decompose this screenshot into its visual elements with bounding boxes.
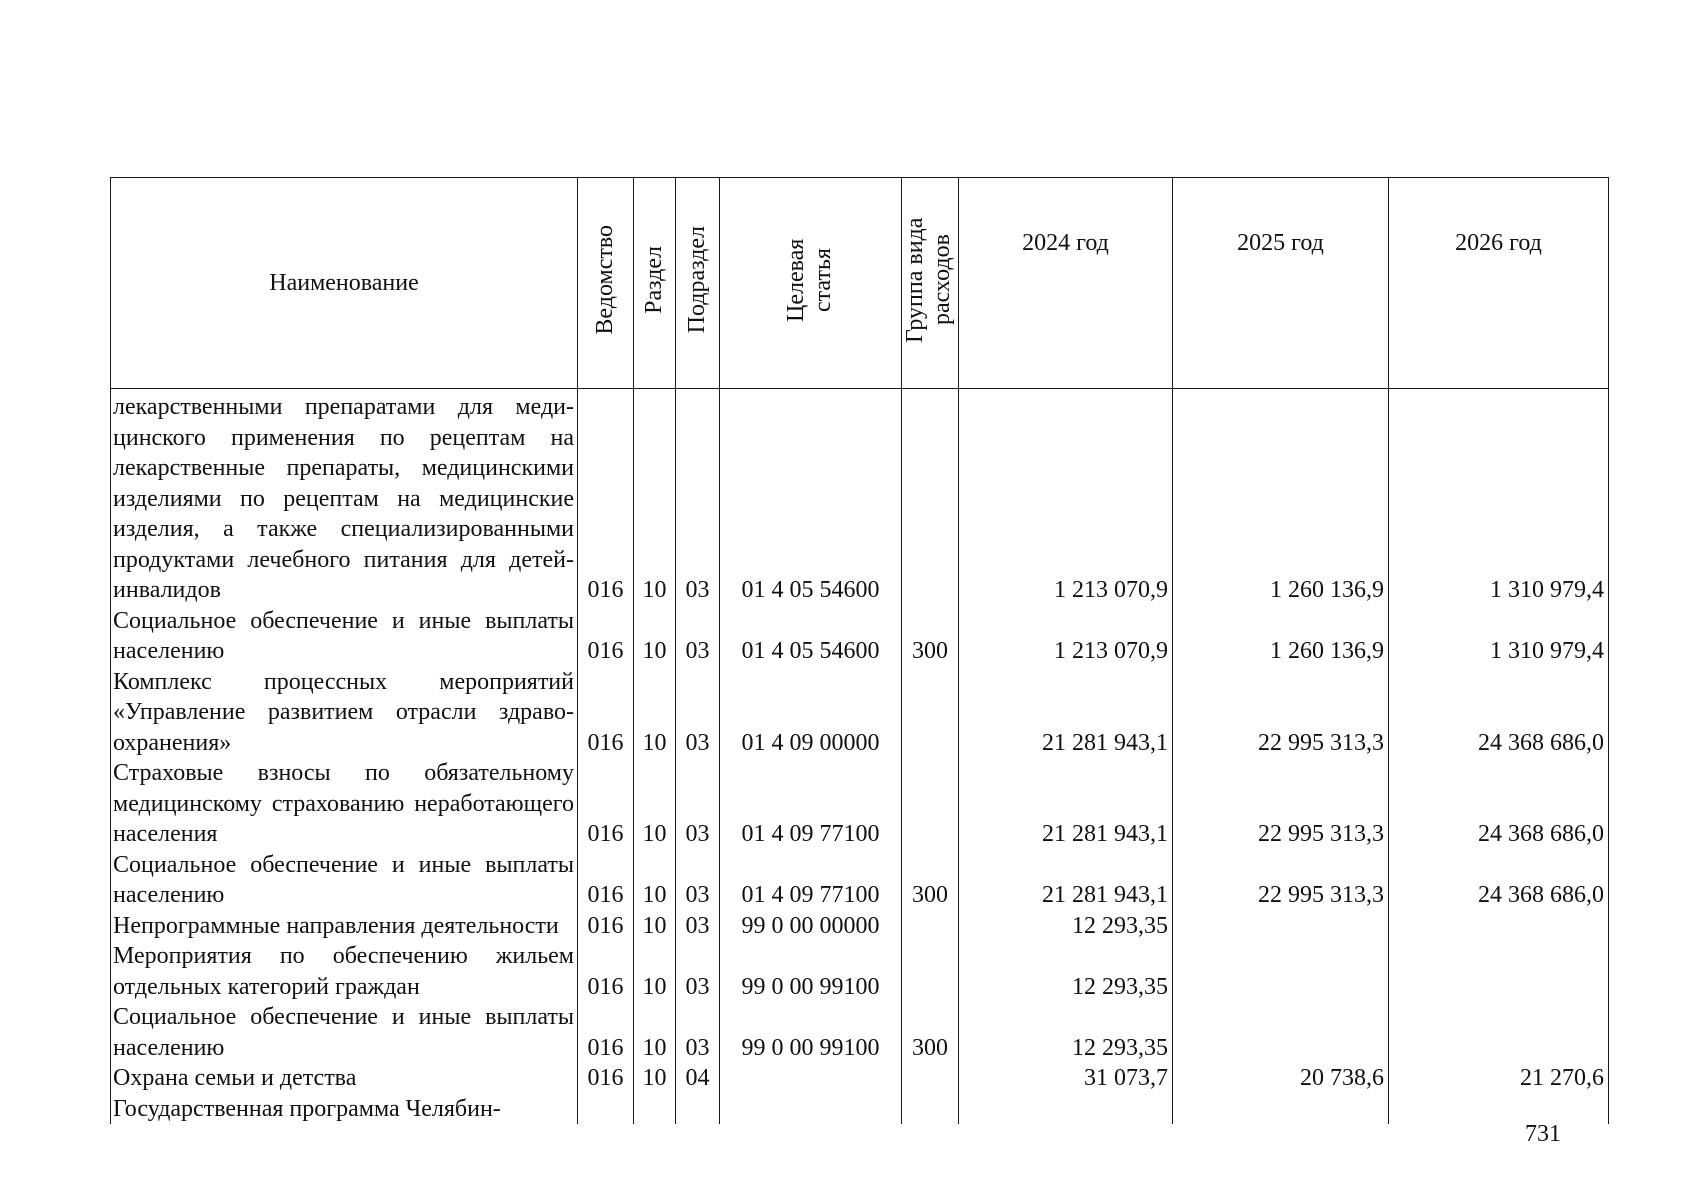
- table-row: [111, 606, 1609, 667]
- header-year-2026: 2026 год: [1389, 178, 1609, 389]
- cell-year-2024: 12 293,35: [959, 1002, 1173, 1063]
- table-row: [111, 1002, 1609, 1063]
- cell-target-article: 99 0 00 99100: [720, 1002, 902, 1063]
- cell-year-2025: 22 995 313,3: [1173, 758, 1389, 850]
- cell-subsection: 03: [676, 1002, 720, 1063]
- cell-year-2024: 21 281 943,1: [959, 758, 1173, 850]
- cell-year-2024: [959, 1094, 1173, 1125]
- header-subsection: Подраздел: [676, 178, 720, 389]
- header-section: Раздел: [634, 178, 676, 389]
- header-name: Наименование: [111, 178, 578, 389]
- cell-target-article: 99 0 00 99100: [720, 941, 902, 1002]
- cell-year-2025: [1173, 911, 1389, 942]
- cell-section: 10: [634, 389, 676, 606]
- cell-expense-group: [902, 941, 959, 1002]
- cell-section: 10: [634, 911, 676, 942]
- cell-department: 016: [578, 667, 634, 759]
- cell-name: Социальное обеспечение и иные выплаты населению: [111, 606, 578, 667]
- cell-subsection: 04: [676, 1063, 720, 1094]
- cell-year-2025: 22 995 313,3: [1173, 667, 1389, 759]
- cell-name: Страховые взносы по обязательному медицинскому страхованию неработающего населения: [111, 758, 578, 850]
- cell-expense-group: [902, 758, 959, 850]
- cell-year-2026: 1 310 979,4: [1389, 606, 1609, 667]
- header-department: Ведомство: [578, 178, 634, 389]
- cell-subsection: 03: [676, 606, 720, 667]
- cell-name: Социальное обеспечение и иные выплаты населению: [111, 1002, 578, 1063]
- cell-name: Государственная программа Челябин-: [111, 1094, 578, 1125]
- table-row: [111, 850, 1609, 911]
- cell-name: Охрана семьи и детства: [111, 1063, 578, 1094]
- cell-year-2026: 1 310 979,4: [1389, 389, 1609, 606]
- cell-department: 016: [578, 850, 634, 911]
- cell-target-article: 01 4 05 54600: [720, 606, 902, 667]
- cell-expense-group: 300: [902, 850, 959, 911]
- cell-subsection: 03: [676, 389, 720, 606]
- table-row: [111, 941, 1609, 1002]
- header-year-2025: 2025 год: [1173, 178, 1389, 389]
- cell-year-2024: 21 281 943,1: [959, 850, 1173, 911]
- cell-department: [578, 1094, 634, 1125]
- table-row: [111, 667, 1609, 759]
- cell-department: 016: [578, 941, 634, 1002]
- cell-section: 10: [634, 850, 676, 911]
- cell-year-2024: 21 281 943,1: [959, 667, 1173, 759]
- cell-expense-group: [902, 1063, 959, 1094]
- table-row: [111, 911, 1609, 942]
- cell-year-2025: 22 995 313,3: [1173, 850, 1389, 911]
- cell-year-2024: 1 213 070,9: [959, 389, 1173, 606]
- header-target-article: Целевая статья: [720, 178, 902, 389]
- cell-year-2026: [1389, 1002, 1609, 1063]
- cell-target-article: 01 4 09 77100: [720, 758, 902, 850]
- cell-year-2024: 1 213 070,9: [959, 606, 1173, 667]
- cell-section: [634, 1094, 676, 1125]
- cell-subsection: 03: [676, 758, 720, 850]
- table-row: [111, 758, 1609, 850]
- cell-year-2024: 12 293,35: [959, 941, 1173, 1002]
- cell-year-2025: 1 260 136,9: [1173, 606, 1389, 667]
- cell-department: 016: [578, 389, 634, 606]
- cell-department: 016: [578, 758, 634, 850]
- cell-name: Социальное обеспечение и иные выплаты населению: [111, 850, 578, 911]
- header-row: [111, 178, 1609, 389]
- cell-year-2025: [1173, 1094, 1389, 1125]
- table-row: [111, 1063, 1609, 1094]
- cell-year-2026: [1389, 911, 1609, 942]
- cell-year-2025: 20 738,6: [1173, 1063, 1389, 1094]
- budget-table: [110, 177, 1609, 1124]
- cell-section: 10: [634, 1002, 676, 1063]
- cell-department: 016: [578, 1063, 634, 1094]
- cell-subsection: 03: [676, 850, 720, 911]
- cell-expense-group: [902, 667, 959, 759]
- cell-target-article: [720, 1094, 902, 1125]
- cell-name: Комплекс процессных мероприятий «Управление развитием отрасли здравоохранения»: [111, 667, 578, 759]
- cell-year-2024: 31 073,7: [959, 1063, 1173, 1094]
- page-number: 731: [1525, 1121, 1561, 1147]
- cell-expense-group: [902, 911, 959, 942]
- cell-year-2026: 24 368 686,0: [1389, 758, 1609, 850]
- cell-subsection: 03: [676, 911, 720, 942]
- cell-name: лекарственными препаратами для медицинского применения по рецептам на лекарственные препараты, медицинскими изделиями по рецептам на медицинские изделия, а также специализированными продуктами лечебного питания для детей-инвалидов: [111, 389, 578, 606]
- cell-target-article: [720, 1063, 902, 1094]
- cell-expense-group: 300: [902, 1002, 959, 1063]
- cell-name: Мероприятия по обеспечению жильем отдельных категорий граждан: [111, 941, 578, 1002]
- cell-year-2025: 1 260 136,9: [1173, 389, 1389, 606]
- cell-expense-group: [902, 389, 959, 606]
- cell-subsection: [676, 1094, 720, 1125]
- cell-target-article: 99 0 00 00000: [720, 911, 902, 942]
- cell-subsection: 03: [676, 941, 720, 1002]
- table-row: [111, 1094, 1609, 1125]
- cell-year-2025: [1173, 1002, 1389, 1063]
- table-row: [111, 389, 1609, 606]
- cell-target-article: 01 4 05 54600: [720, 389, 902, 606]
- cell-target-article: 01 4 09 00000: [720, 667, 902, 759]
- cell-section: 10: [634, 606, 676, 667]
- cell-name: Непрограммные направления деятельности: [111, 911, 578, 942]
- cell-section: 10: [634, 1063, 676, 1094]
- cell-year-2026: [1389, 1094, 1609, 1125]
- cell-year-2026: [1389, 941, 1609, 1002]
- cell-department: 016: [578, 911, 634, 942]
- cell-section: 10: [634, 758, 676, 850]
- cell-expense-group: 300: [902, 606, 959, 667]
- cell-section: 10: [634, 667, 676, 759]
- header-expense-group: Группа вида расходов: [902, 178, 959, 389]
- cell-year-2026: 24 368 686,0: [1389, 850, 1609, 911]
- cell-year-2025: [1173, 941, 1389, 1002]
- cell-year-2026: 24 368 686,0: [1389, 667, 1609, 759]
- cell-subsection: 03: [676, 667, 720, 759]
- cell-section: 10: [634, 941, 676, 1002]
- cell-expense-group: [902, 1094, 959, 1125]
- cell-year-2026: 21 270,6: [1389, 1063, 1609, 1094]
- cell-target-article: 01 4 09 77100: [720, 850, 902, 911]
- cell-year-2024: 12 293,35: [959, 911, 1173, 942]
- cell-department: 016: [578, 606, 634, 667]
- table-body: [111, 389, 1609, 1125]
- header-year-2024: 2024 год: [959, 178, 1173, 389]
- cell-department: 016: [578, 1002, 634, 1063]
